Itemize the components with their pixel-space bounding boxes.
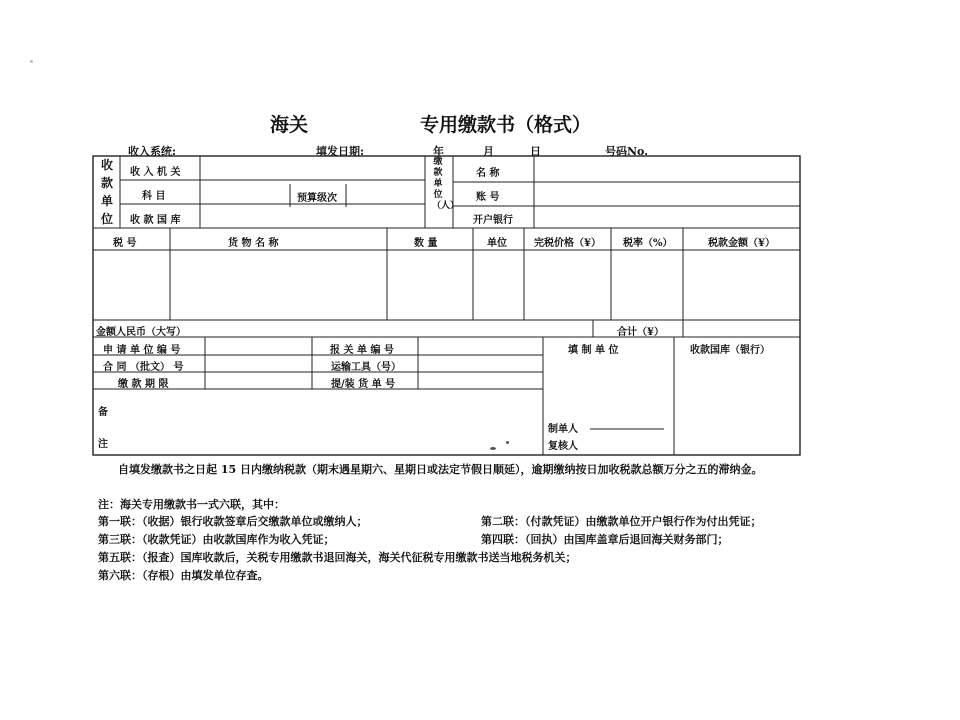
payee-revenue-authority-label: 收 入 机 关	[130, 167, 181, 178]
form-title: 专用缴款书（格式）	[420, 114, 592, 136]
budget-level-label: 预算级次	[297, 193, 337, 204]
scan-speck	[506, 441, 509, 444]
contract-number-label: 合 同 （批文） 号	[103, 362, 184, 373]
scan-speck	[490, 447, 496, 450]
day-label: 日	[530, 145, 541, 158]
treasury-bank-label: 收款国库（银行）	[690, 345, 770, 356]
year-label: 年	[433, 145, 444, 158]
notes-copy-2: 第二联：（付款凭证）由缴款单位开户银行作为付出凭证；	[481, 515, 762, 528]
notes-copy-3: 第三联：（收款凭证）由收款国库作为收入凭证；	[98, 533, 335, 546]
applicant-code-label: 申 请 单 位 编 号	[103, 345, 181, 356]
notes-copy-1: 第一联：（收据）银行收款签章后交缴款单位或缴纳人；	[98, 515, 368, 528]
remarks-label-2: 注	[98, 439, 108, 450]
bill-of-lading-label: 提/装 货 单 号	[331, 379, 396, 390]
payee-subject-label: 科 目	[142, 191, 166, 202]
notes-intro: 注：海关专用缴款书一式六联，其中：	[98, 498, 285, 511]
col-tax-rate: 税率（%）	[623, 238, 673, 249]
fill-date-label: 填发日期:	[316, 145, 365, 158]
maker-label: 制单人	[548, 424, 578, 435]
col-tax-number: 税 号	[113, 238, 137, 249]
remarks-label-1: 备	[98, 407, 108, 418]
form-title-prefix: 海关	[270, 114, 309, 136]
declaration-number-label: 报 关 单 编 号	[330, 345, 394, 356]
payer-name-label: 名 称	[476, 168, 500, 179]
col-goods-name: 货 物 名 称	[228, 238, 279, 249]
receive-system-label: 收入系统:	[128, 145, 177, 158]
col-dutiable-price: 完税价格（¥）	[534, 238, 601, 249]
month-label: 月	[483, 145, 494, 158]
amount-rmb-label: 金额人民币（大写）	[96, 327, 186, 338]
payment-deadline-label: 缴 款 期 限	[118, 379, 169, 390]
notes-copy-5: 第五联：（报查）国库收款后，关税专用缴款书退回海关，海关代征税专用缴款书送当地税务机关；	[98, 551, 577, 564]
transport-tool-label: 运输工具（号）	[331, 362, 401, 373]
payee-group-label: 收款单位	[100, 158, 113, 226]
footer-notice: 自填发缴款书之日起 15 日内缴纳税款（期末遇星期六、星期日或法定节假日顺延），逾期缴纳按日加收税款总额万分之五的滞纳金。	[118, 463, 763, 476]
subtotal-label: 合计（¥）	[617, 327, 664, 338]
col-tax-amount: 税款金额（¥）	[708, 238, 775, 249]
scan-speck	[30, 60, 33, 63]
notes-copy-4: 第四联：（回执）由国库盖章后退回海关财务部门；	[481, 533, 729, 546]
notes-copy-6: 第六联：（存根）由填发单位存查。	[98, 569, 269, 582]
number-label: 号码No.	[605, 145, 649, 158]
fill-unit-label: 填 制 单 位	[568, 345, 619, 356]
col-unit: 单位	[487, 238, 507, 249]
payer-account-label: 账 号	[476, 192, 500, 203]
reviewer-label: 复核人	[548, 441, 578, 452]
payee-treasury-label: 收 款 国 库	[130, 215, 181, 226]
payer-bank-label: 开户银行	[473, 215, 513, 226]
col-quantity: 数 量	[414, 238, 438, 249]
payer-group-label: 缴款单位（人）	[432, 157, 460, 211]
